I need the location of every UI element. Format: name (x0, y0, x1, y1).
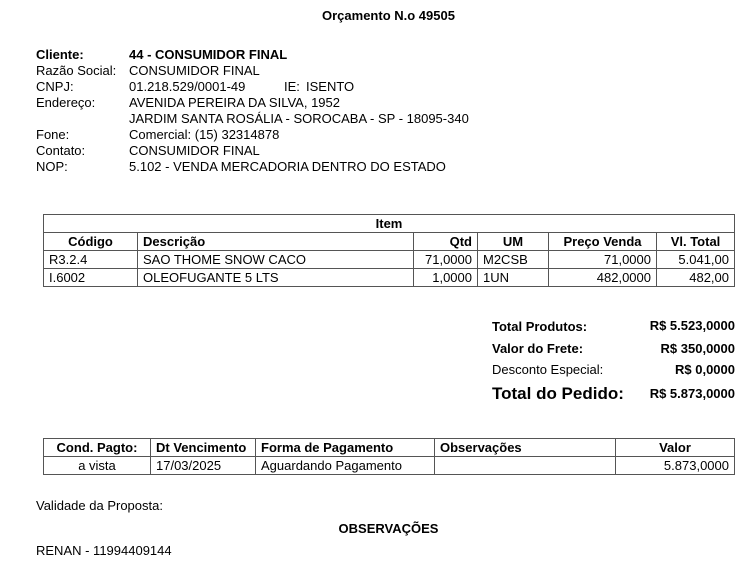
payment-table-header-row (44, 439, 735, 457)
item-codigo: R3.2.4 (44, 251, 138, 269)
fone-value: Comercial: (15) 32314878 (129, 127, 280, 142)
payment-valor: 5.873,0000 (616, 457, 735, 475)
total-produtos-label: Total Produtos: (492, 319, 588, 334)
item-qtd: 71,0000 (414, 251, 478, 269)
endereco-label: Endereço: (36, 95, 96, 110)
ie-value: ISENTO (306, 79, 355, 94)
col-qtd-header: Qtd (414, 233, 478, 251)
items-table-caption: Item (44, 215, 735, 233)
document-title: Orçamento N.o 49505 (322, 8, 455, 23)
item-qtd: 1,0000 (414, 269, 478, 287)
item-total: 482,00 (657, 269, 735, 287)
col-codigo-header: Código (44, 233, 138, 251)
razao-social-value: CONSUMIDOR FINAL (129, 63, 260, 78)
col-um-header: UM (478, 233, 549, 251)
cnpj-label: CNPJ: (36, 79, 74, 94)
col-vencimento-header: Dt Vencimento (151, 439, 256, 457)
nop-label: NOP: (36, 159, 68, 174)
col-cond-pagto-header: Cond. Pagto: (44, 439, 151, 457)
item-preco: 482,0000 (549, 269, 657, 287)
item-descricao: OLEOFUGANTE 5 LTS (138, 269, 414, 287)
table-row (44, 457, 735, 475)
payment-vencimento: 17/03/2025 (151, 457, 256, 475)
item-um: M2CSB (478, 251, 549, 269)
table-row (44, 251, 735, 269)
payment-cond: a vista (44, 457, 151, 475)
items-table-header-row (44, 233, 735, 251)
payment-forma: Aguardando Pagamento (256, 457, 435, 475)
contato-value: CONSUMIDOR FINAL (129, 143, 260, 158)
endereco-line1: AVENIDA PEREIRA DA SILVA, 1952 (129, 95, 340, 110)
item-um: 1UN (478, 269, 549, 287)
footer-contact: RENAN - 11994409144 (36, 543, 172, 558)
col-valor-header: Valor (616, 439, 735, 457)
total-produtos-value: R$ 5.523,0000 (649, 318, 735, 333)
cnpj-value: 01.218.529/0001-49 (129, 79, 246, 94)
item-descricao: SAO THOME SNOW CACO (138, 251, 414, 269)
payment-observacoes (435, 457, 616, 475)
items-table-caption-row (44, 215, 735, 233)
nop-value: 5.102 - VENDA MERCADORIA DENTRO DO ESTADO (129, 159, 446, 174)
col-descricao-header: Descrição (138, 233, 414, 251)
contato-label: Contato: (36, 143, 86, 158)
item-total: 5.041,00 (657, 251, 735, 269)
col-preco-header: Preço Venda (549, 233, 657, 251)
col-total-header: Vl. Total (657, 233, 735, 251)
razao-social-label: Razão Social: (36, 63, 117, 78)
col-observacoes-header: Observações (435, 439, 616, 457)
payment-table (43, 438, 735, 475)
validade-proposta-label: Validade da Proposta: (36, 498, 163, 513)
valor-frete-label: Valor do Frete: (492, 341, 584, 356)
col-forma-pagamento-header: Forma de Pagamento (256, 439, 435, 457)
total-pedido-value: R$ 5.873,0000 (649, 386, 735, 401)
item-preco: 71,0000 (549, 251, 657, 269)
endereco-line2: JARDIM SANTA ROSÁLIA - SOROCABA - SP - 18095-340 (129, 111, 469, 126)
table-row (44, 269, 735, 287)
items-table (43, 214, 735, 287)
item-codigo: I.6002 (44, 269, 138, 287)
cliente-label: Cliente: (36, 47, 84, 62)
fone-label: Fone: (36, 127, 70, 142)
ie-label: IE: (284, 79, 300, 94)
observacoes-title: OBSERVAÇÕES (338, 521, 439, 536)
valor-frete-value: R$ 350,0000 (660, 341, 735, 356)
cliente-value: 44 - CONSUMIDOR FINAL (129, 47, 288, 62)
desconto-value: R$ 0,0000 (675, 362, 735, 377)
desconto-label: Desconto Especial: (492, 362, 604, 377)
total-pedido-label: Total do Pedido: (492, 384, 624, 403)
